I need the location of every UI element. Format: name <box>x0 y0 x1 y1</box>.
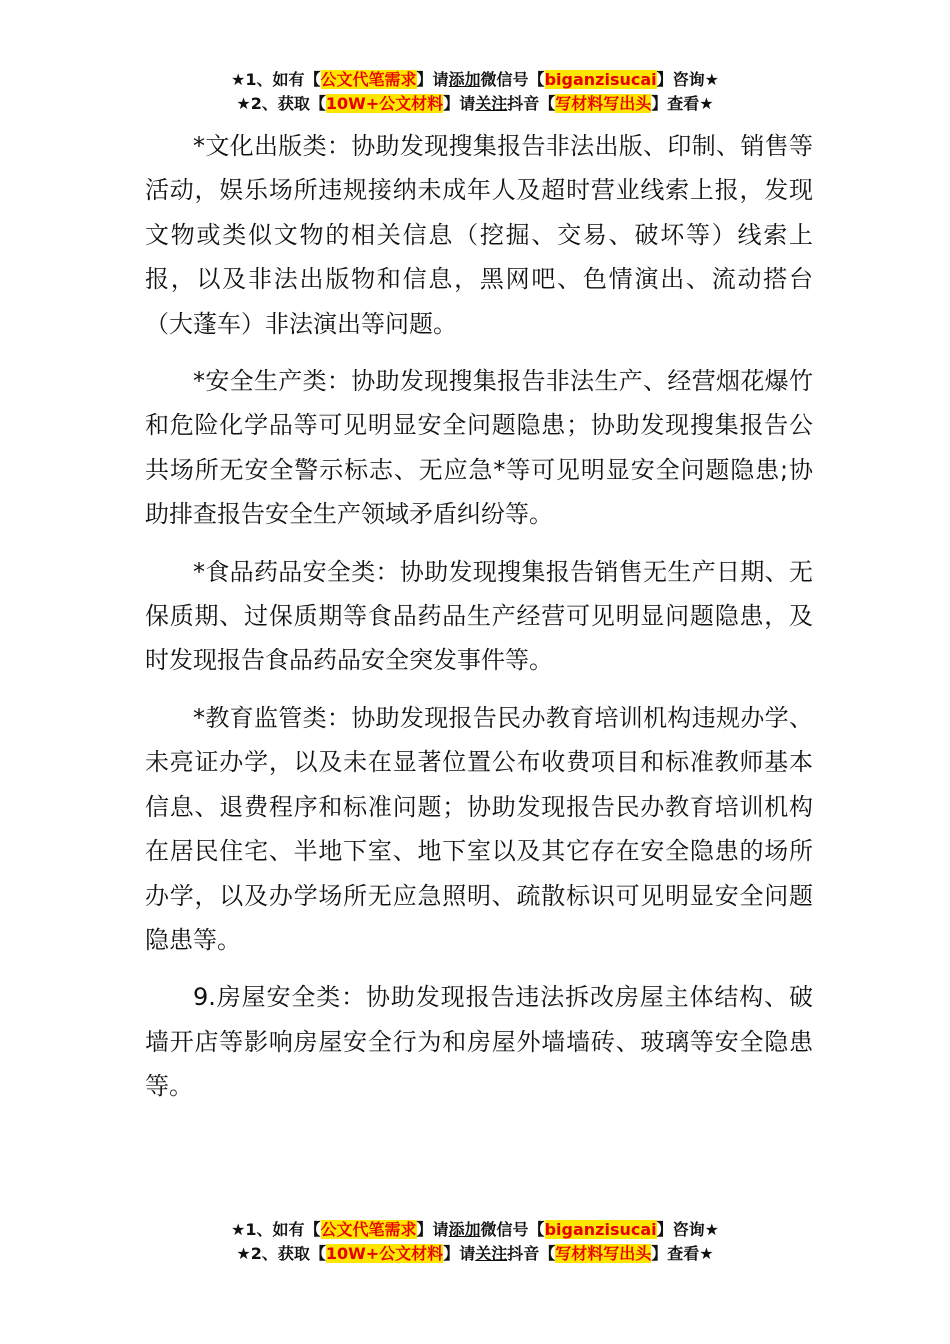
document-body <box>145 124 813 1122</box>
paragraph-production-safety: *安全生产类：协助发现搜集报告非法生产、经营烟花爆竹和危险化学品等可见明显安全问题隐患；协助发现搜集报告公共场所无安全警示标志、无应急*等可见明显安全问题隐患;协助排查报告安全生产领域矛盾纠纷等。 <box>145 367 813 529</box>
promo-banner-top <box>0 68 950 116</box>
highlight-service: 公文代笔需求 <box>320 1220 417 1239</box>
paragraph-culture-publishing: *文化出版类：协助发现搜集报告非法出版、印制、销售等活动，娱乐场所违规接纳未成年人及超时营业线索上报，发现文物或类似文物的相关信息（挖掘、交易、破坏等）线索上报，以及非法出版物和信息，黑网吧、色情演出、流动搭台（大蓬车）非法演出等问题。 <box>145 132 813 338</box>
highlight-douyin-account: 写材料写出头 <box>555 94 652 113</box>
promo-line-2 <box>0 92 950 116</box>
promo-text: 】请 <box>443 94 476 113</box>
promo-text: 】咨询★ <box>656 1220 719 1239</box>
promo-text: ★2、获取【 <box>236 94 326 113</box>
promo-text: ★1、如有【 <box>231 70 321 89</box>
promo-text: 关注 <box>475 94 508 113</box>
promo-text: ★1、如有【 <box>231 1220 321 1239</box>
promo-text: 】请 <box>416 1220 449 1239</box>
promo-text: ★2、获取【 <box>236 1244 326 1263</box>
highlight-wechat-id: biganzisucai <box>544 1220 657 1239</box>
highlight-wechat-id: biganzisucai <box>544 70 657 89</box>
promo-line-2 <box>0 1242 950 1266</box>
promo-text: 】查看★ <box>651 1244 714 1263</box>
promo-text: 】请 <box>416 70 449 89</box>
highlight-materials: 10W+公文材料 <box>325 1244 444 1263</box>
promo-banner-bottom <box>0 1218 950 1266</box>
paragraph-housing-safety: 9.房屋安全类：协助发现报告违法拆改房屋主体结构、破墙开店等影响房屋安全行为和房屋外墙墙砖、玻璃等安全隐患等。 <box>145 983 813 1101</box>
promo-text: 】咨询★ <box>656 70 719 89</box>
promo-text: 抖音【 <box>507 94 556 113</box>
promo-text: 】查看★ <box>651 94 714 113</box>
paragraph-food-drug-safety: *食品药品安全类：协助发现搜集报告销售无生产日期、无保质期、过保质期等食品药品生产经营可见明显问题隐患，及时发现报告食品药品安全突发事件等。 <box>145 557 813 675</box>
promo-text: 关注 <box>475 1244 508 1263</box>
promo-text: 微信号【 <box>480 1220 545 1239</box>
promo-text: 抖音【 <box>507 1244 556 1263</box>
promo-line-1 <box>0 68 950 92</box>
promo-text: 微信号【 <box>480 70 545 89</box>
highlight-materials: 10W+公文材料 <box>325 94 444 113</box>
highlight-service: 公文代笔需求 <box>320 70 417 89</box>
promo-text: 添加 <box>448 1220 481 1239</box>
promo-text: 】请 <box>443 1244 476 1263</box>
promo-line-1 <box>0 1218 950 1242</box>
promo-text: 添加 <box>448 70 481 89</box>
highlight-douyin-account: 写材料写出头 <box>555 1244 652 1263</box>
paragraph-education-supervision: *教育监管类：协助发现报告民办教育培训机构违规办学、未亮证办学，以及未在显著位置公布收费项目和标准教师基本信息、退费程序和标准问题；协助发现报告民办教育培训机构在居民住宅、半地下室、地下室以及其它存在安全隐患的场所办学，以及办学场所无应急照明、疏散标识可见明显安全问题隐患等。 <box>145 703 813 954</box>
